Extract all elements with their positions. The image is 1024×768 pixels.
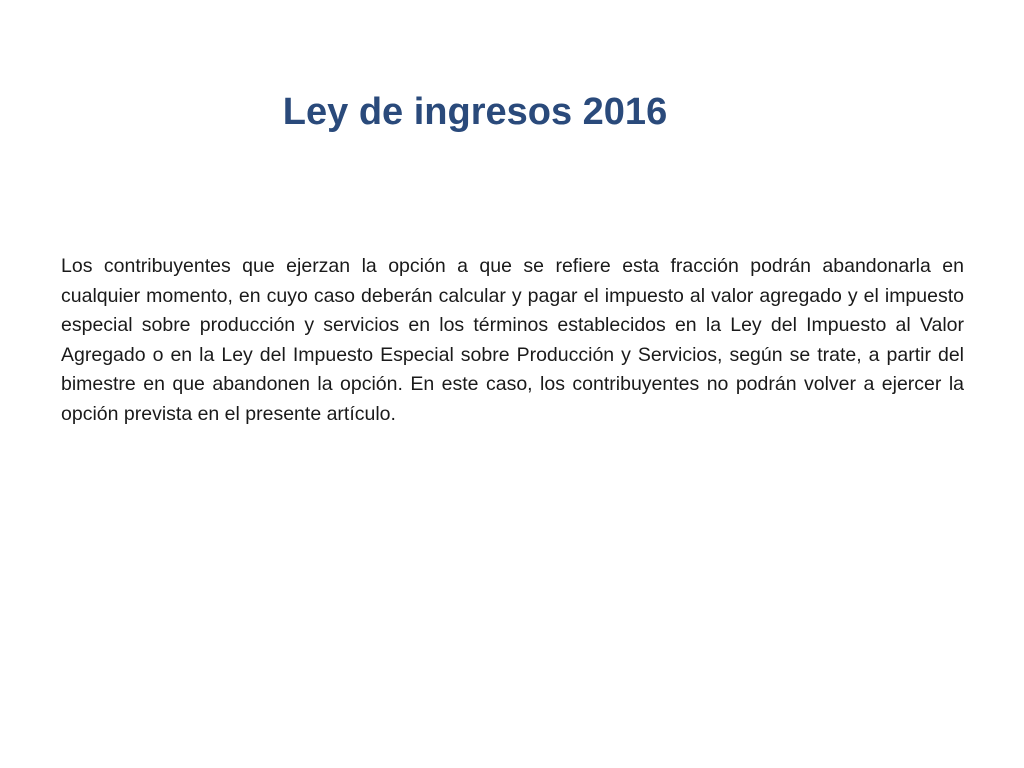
slide-body-text: Los contribuyentes que ejerzan la opción a que se refiere esta fracción podrán abandonarla en cualquier momento, en cuyo caso deberán calcular y pagar el impuesto al valor agregado y el impuesto especial sobre producción y servicios en los términos establecidos en la Ley del Impuesto al Valor Agregado o en la Ley del Impuesto Especial sobre Producción y Servicios, según se trate, a partir del bimestre en que abandonen la opción. En este caso, los contribuyentes no podrán volver a ejercer la opción prevista en el presente artículo. xyxy=(61,255,964,425)
slide-title: Ley de ingresos 2016 xyxy=(282,91,668,133)
